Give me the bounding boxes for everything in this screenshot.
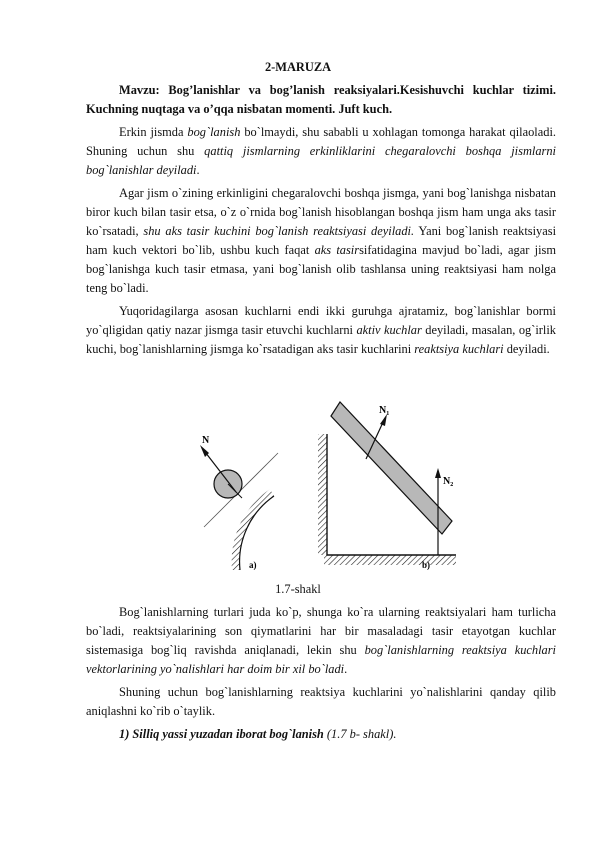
p6-italic-b: (1.7 b- shakl). — [323, 727, 397, 741]
paragraph-3 — [86, 302, 556, 359]
body-text-bottom — [86, 603, 556, 744]
label-n1: $N_1$ — [379, 405, 390, 417]
p3-italic-d: reaktsiya kuchlari — [414, 342, 504, 356]
p3-text-e: deyiladi. — [503, 342, 550, 356]
figure-1-7 — [186, 396, 456, 572]
p4-italic-b: bog`lanishlarning reaktsiya kuchlari vektorlarining yo`nalishlari har doim bir xil bo`ladi — [86, 643, 556, 676]
p2-text-c: Yani bog`lanish reaktsiyasi ham kuch vektori bo`lib, ushbu kuch faqat — [86, 224, 557, 257]
p1-italic-b: bog`lanish — [187, 125, 241, 139]
figure-caption: 1.7-shakl — [275, 582, 321, 596]
p2-italic-d: aks tasir — [314, 243, 360, 257]
p3-text-a: Yuqoridagilarga asosan kuchlarni endi ikki guruhga ajratamiz, bog`lanishlar bormi yo`qligidan qatiy nazar jismga tasir etuvchi kuchlarni — [86, 304, 556, 337]
paragraph-2 — [86, 184, 556, 298]
label-a: a) — [249, 560, 257, 570]
page-title: 2-MARUZA — [264, 60, 332, 74]
p1-italic-d: qattiq jismlarning erkinliklarini chegaralovchi boshqa jismlarni bog`lanishlar deyiladi — [86, 144, 556, 177]
p6-bold-italic-a: 1) Silliq yassi yuzadan iborat bog`lanish — [119, 727, 324, 741]
arrow-head-n2 — [435, 468, 441, 478]
inclined-bar — [331, 402, 452, 534]
p3-italic-b: aktiv kuchlar — [356, 323, 422, 337]
label-n2: $N_2$ — [443, 476, 454, 488]
left-wall-hatch — [318, 434, 327, 555]
p2-text-a: Agar jism o`zining erkinligini chegaralovchi boshqa jismga, yani bog`lanishga nisbatan biror kuch bilan tasir etsa, o`z o`rnida bog`lanish hisoblangan boshqa jism ham unga aks tasir ko`rsatadi, — [86, 186, 556, 238]
figure-b — [318, 402, 456, 570]
p1-text-e: . — [196, 163, 200, 177]
label-n: N — [202, 435, 210, 446]
paragraph-6 — [86, 725, 556, 744]
support-corner — [327, 434, 456, 555]
body-text-top — [86, 81, 556, 359]
figure-a — [200, 435, 278, 570]
paragraph-5: Shuning uchun bog`lanishlarning reaktsiya kuchlarini yo`nalishlarini qanday qilib aniqlashni ko`rib o`taylik. — [86, 685, 556, 718]
p2-italic-b: shu aks tasir kuchini bog`lanish reaktsiyasi deyiladi. — [143, 224, 415, 238]
p2-text-e: sifatidagina mavjud bo`ladi, agar jism bog`lanishga kuch tasir etmasa, yani bog`lanish olib tashlansa uning reaktsiyasi ham nolga teng bo`ladi. — [86, 243, 556, 295]
label-b: b) — [422, 560, 431, 570]
p4-text-c: . — [344, 662, 348, 676]
p1-text-a: Erkin jismda — [119, 125, 188, 139]
p3-text-c: deyiladi, masalan, og`irlik kuchi, bog`lanishlarning jismga ko`rsatadigan aks tasir kuchlarini — [86, 323, 556, 356]
p1-text-c: bo`lmaydi, shu sababli u xohlagan tomonga harakat qilaoladi. Shuning uchun shu — [86, 125, 556, 158]
paragraph-4 — [86, 603, 556, 679]
paragraph-1 — [86, 123, 556, 180]
p4-text-a: Bog`lanishlarning turlari juda ko`p, shunga ko`ra ularning reaktsiyalari ham turlicha bo`ladi, reaktsiyalarining son qiymatlarini har bir masaladagi tasir etayotgan kuchlar sistemasiga bog`liq ravishda aniqlanadi, lekin shu — [86, 605, 556, 657]
floor-hatch — [324, 555, 456, 565]
topic-paragraph: Mavzu: Bog’lanishlar va bog’lanish reaksiyalari.Kesishuvchi kuchlar tizimi. Kuchning nuqtaga va o’qqa nisbatan momenti. Juft kuch. — [86, 83, 556, 116]
